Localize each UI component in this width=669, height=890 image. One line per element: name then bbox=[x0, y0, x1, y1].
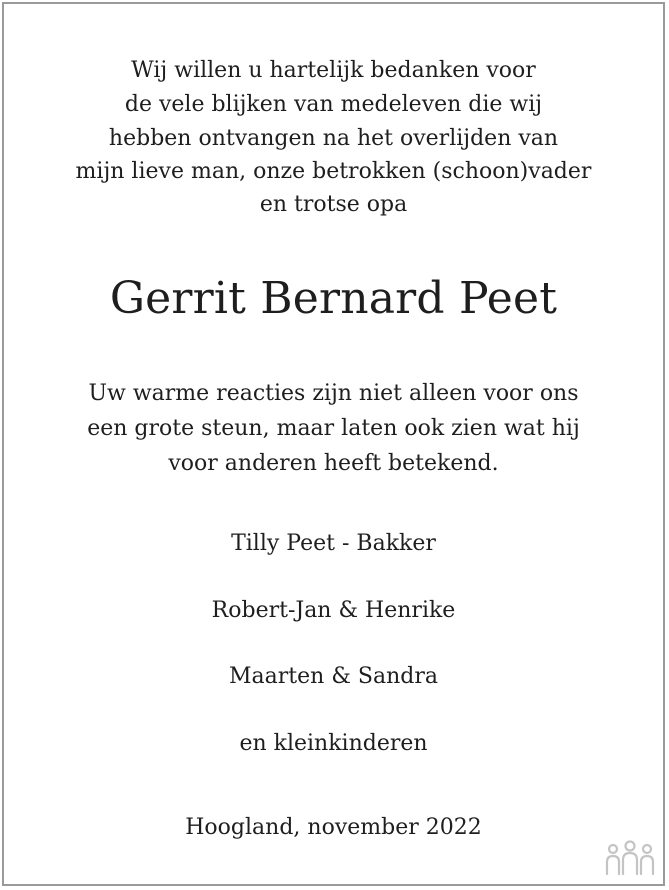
signatory-name: en kleinkinderen bbox=[239, 731, 428, 756]
intro-line: mijn lieve man, onze betrokken (schoon)vader bbox=[75, 159, 592, 184]
intro-line: hebben ontvangen na het overlijden van bbox=[108, 126, 559, 151]
message-line: voor anderen heeft betekend. bbox=[168, 451, 499, 476]
message-line: een grote steun, maar laten ook zien wat hij bbox=[87, 416, 580, 441]
signatory-name: Maarten & Sandra bbox=[229, 664, 438, 689]
intro-line: Wij willen u hartelijk bedanken voor bbox=[131, 58, 536, 83]
intro-line: en trotse opa bbox=[259, 192, 408, 217]
deceased-name: Gerrit Bernard Peet bbox=[109, 273, 558, 324]
signatory-name: Robert-Jan & Henrike bbox=[211, 598, 456, 623]
message-line: Uw warme reacties zijn niet alleen voor ons bbox=[88, 381, 579, 406]
announcement-card bbox=[2, 2, 665, 886]
family-people-icon bbox=[605, 840, 655, 876]
place-date: Hoogland, november 2022 bbox=[185, 815, 482, 840]
signatory-name: Tilly Peet - Bakker bbox=[231, 531, 436, 556]
intro-line: de vele blijken van medeleven die wij bbox=[124, 92, 543, 117]
